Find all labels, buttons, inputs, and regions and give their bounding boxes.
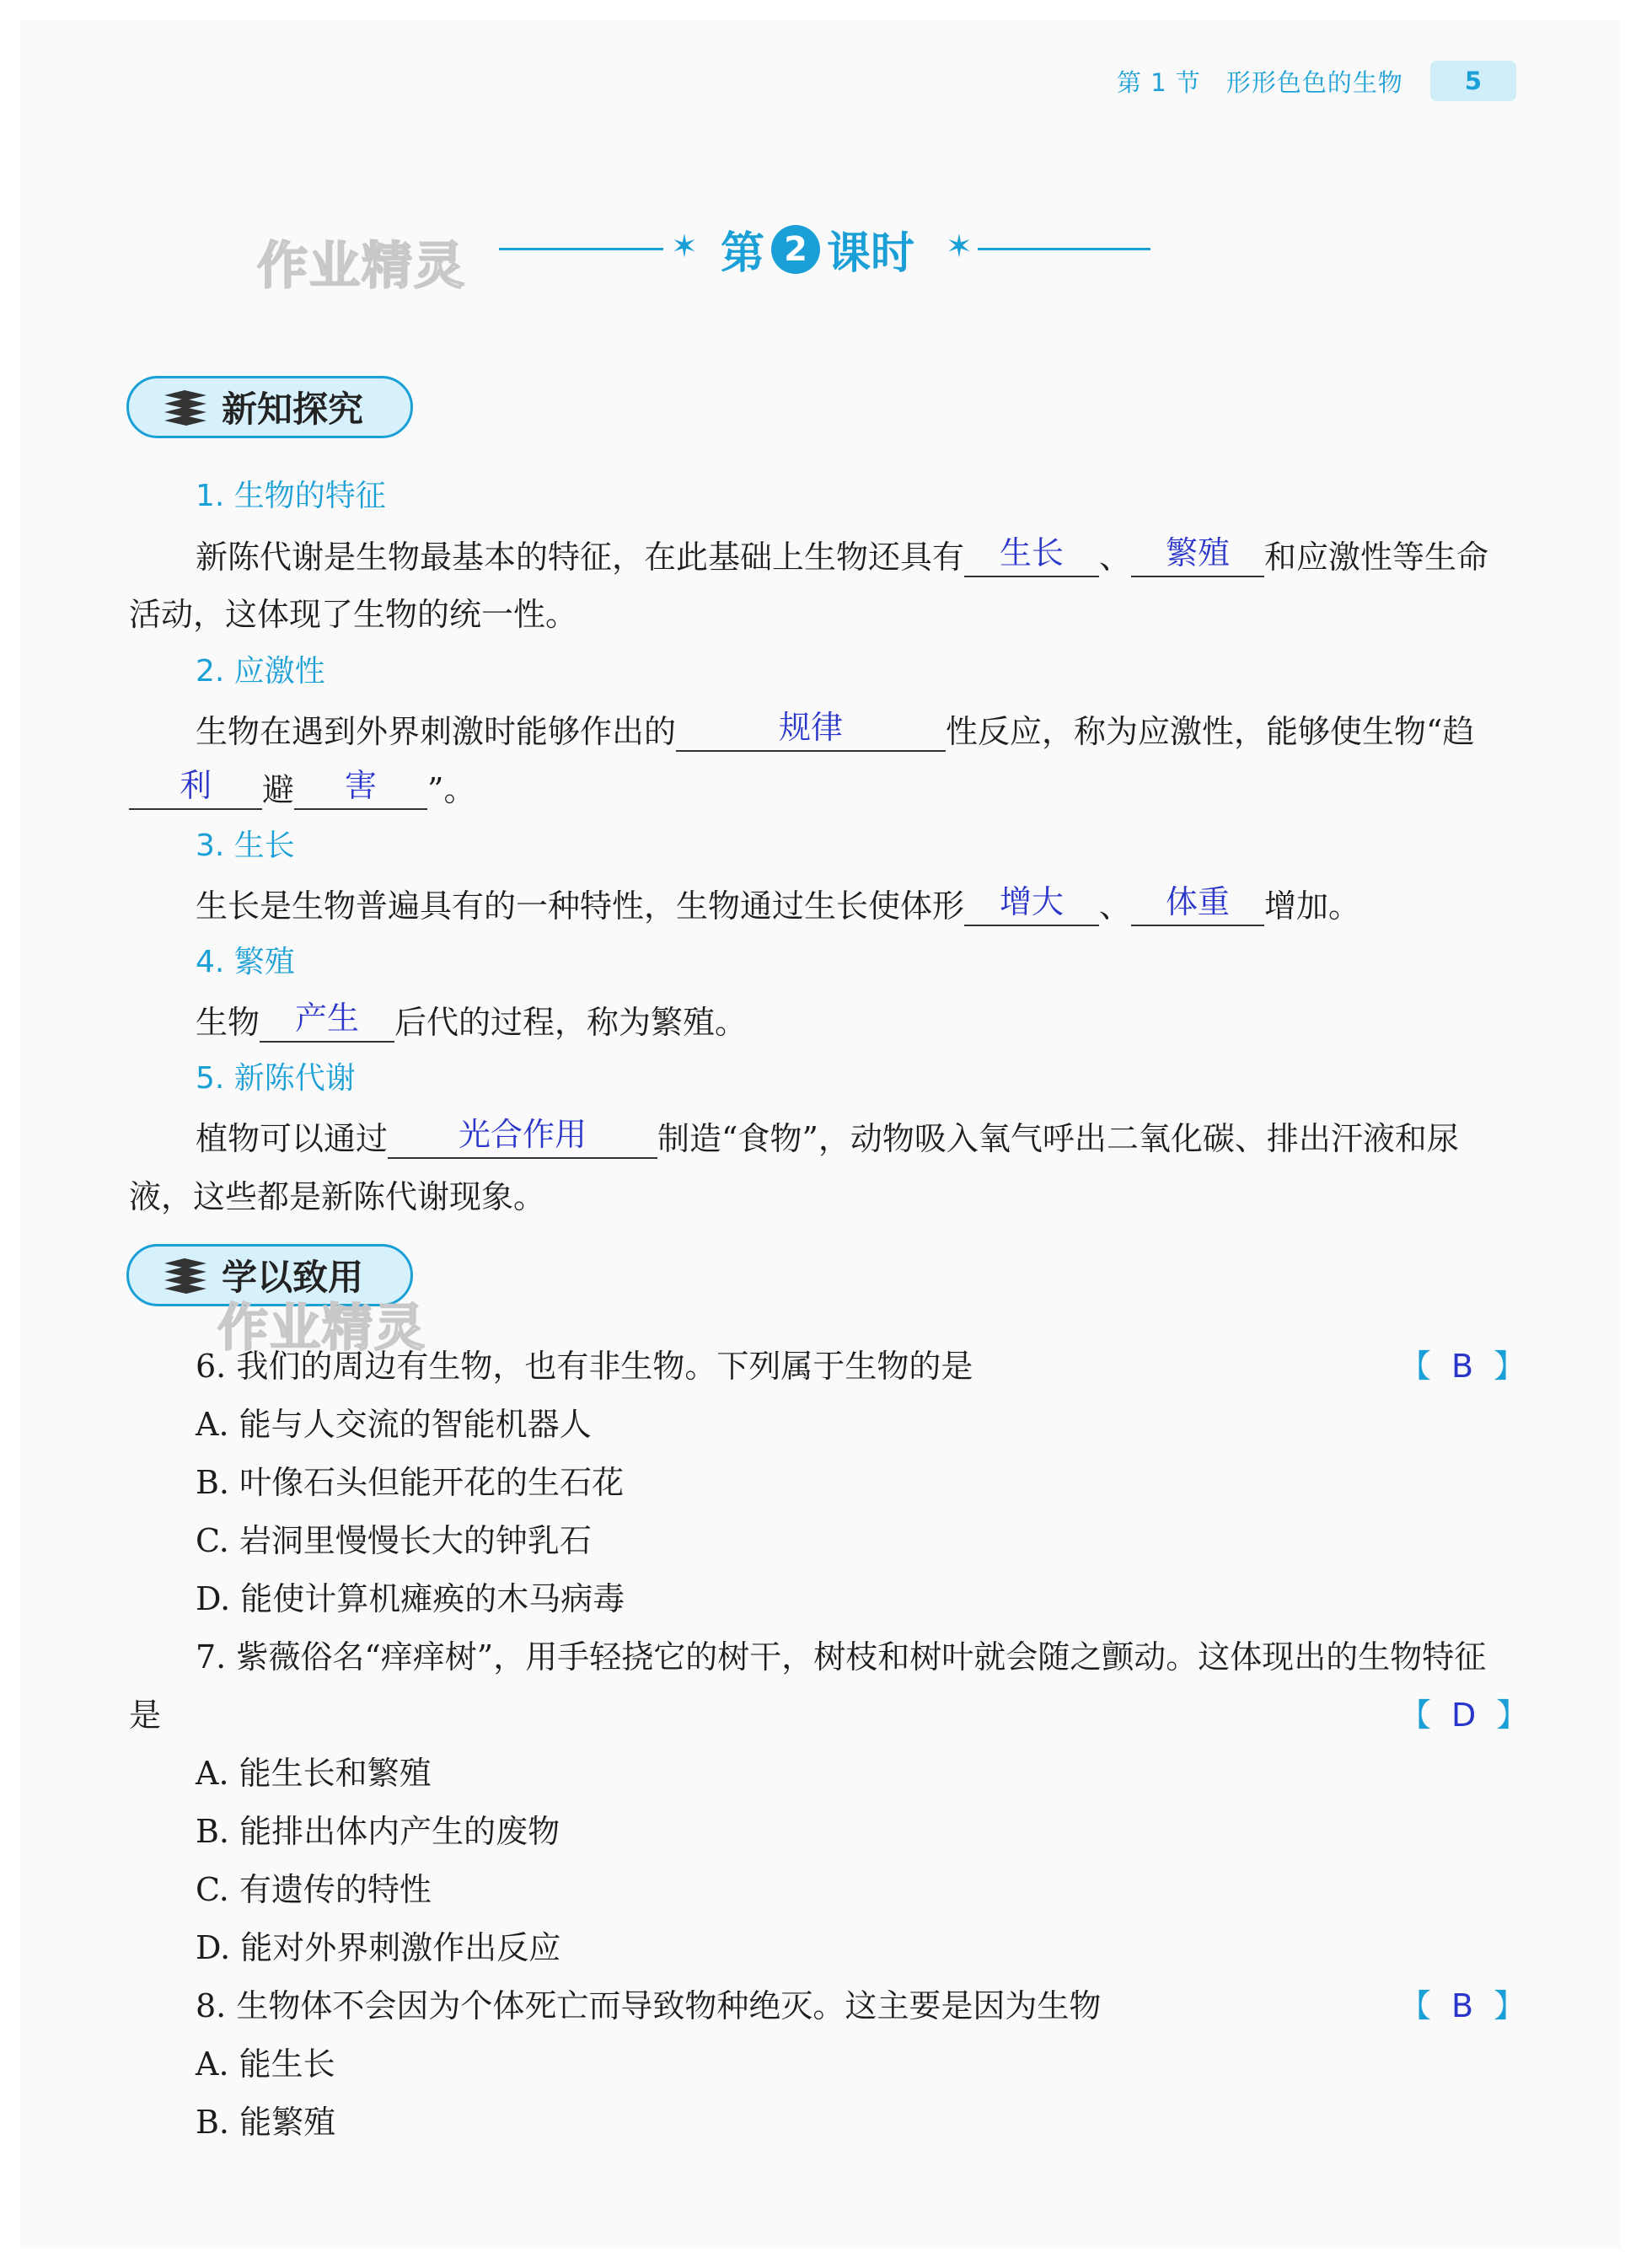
fill-blank <box>964 534 1099 577</box>
item-text: 新陈代谢是生物最基本的特征，在此基础上生物还具有 生长 、 繁殖 和应激性等生命 <box>196 531 1488 577</box>
answer-letter: B <box>1451 1348 1474 1385</box>
fill-blank <box>964 883 1099 926</box>
item-heading: 2. 应激性 <box>196 654 325 689</box>
fill-blank <box>129 767 262 810</box>
option: B. 叶像石头但能开花的生石花 <box>196 1464 625 1501</box>
blank-answer: 利 <box>179 767 212 804</box>
option: D. 能使计算机瘫痪的木马病毒 <box>196 1580 625 1617</box>
answer-letter: D <box>1451 1697 1477 1734</box>
blank-answer: 体重 <box>1166 883 1231 920</box>
option: A. 能生长和繁殖 <box>196 1755 432 1792</box>
blank-answer: 害 <box>345 767 378 804</box>
lesson-title <box>721 217 914 281</box>
option: A. 能与人交流的智能机器人 <box>196 1406 592 1443</box>
question-stem-cont: 是 <box>129 1697 162 1734</box>
option: A. 能生长 <box>196 2045 335 2083</box>
answer-bracket: 【 D 】 <box>1399 1697 1529 1734</box>
section-pill-new-knowledge <box>126 376 413 438</box>
book-stack-icon <box>161 1257 210 1294</box>
lesson-suffix: 课时 <box>827 228 915 279</box>
option: B. 能排出体内产生的废物 <box>196 1813 560 1850</box>
title-rule-right <box>978 248 1150 250</box>
lesson-number-badge: 2 <box>771 225 820 274</box>
item-heading: 5. 新陈代谢 <box>196 1061 356 1096</box>
answer-bracket: 【 B 】 <box>1399 1348 1526 1385</box>
page-number: 5 <box>1430 61 1516 101</box>
fill-blank <box>1131 534 1264 577</box>
item-heading: 3. 生长 <box>196 828 295 863</box>
watermark: 作业精灵 <box>217 1299 426 1358</box>
running-head: 第 1 节 形形色色的生物 <box>1117 68 1403 97</box>
fill-blank <box>294 767 427 810</box>
section-title: 学以致用 <box>222 1257 364 1298</box>
item-heading: 4. 繁殖 <box>196 945 295 979</box>
question-stem: 8. 生物体不会因为个体死亡而导致物种绝灭。这主要是因为生物 <box>196 1987 1102 2024</box>
blank-answer: 规律 <box>779 709 844 746</box>
item-text: 活动，这体现了生物的统一性。 <box>129 596 578 633</box>
section-title: 新知探究 <box>222 389 364 430</box>
option: B. 能繁殖 <box>196 2104 336 2141</box>
item-text: 利 避 害 ”。 <box>129 764 475 810</box>
book-stack-icon <box>161 389 210 426</box>
fill-blank <box>676 709 946 752</box>
star-icon: ✶ <box>946 228 973 265</box>
question-stem: 6. 我们的周边有生物，也有非生物。下列属于生物的是 <box>196 1348 973 1385</box>
fill-blank <box>1131 883 1264 926</box>
item-text: 液，这些都是新陈代谢现象。 <box>129 1178 546 1215</box>
blank-answer: 增大 <box>1000 883 1065 920</box>
blank-answer: 光合作用 <box>459 1116 587 1153</box>
item-text: 植物可以通过 光合作用 制造“食物”，动物吸入氧气呼出二氧化碳、排出汗液和尿 <box>196 1113 1459 1159</box>
answer-letter: B <box>1451 1987 1474 2024</box>
blank-answer: 生长 <box>1000 534 1065 571</box>
option: D. 能对外界刺激作出反应 <box>196 1929 561 1966</box>
answer-bracket: 【 B 】 <box>1399 1987 1526 2024</box>
option: C. 有遗传的特性 <box>196 1871 432 1908</box>
title-rule-left <box>499 248 663 250</box>
blank-answer: 繁殖 <box>1166 534 1231 571</box>
fill-blank <box>388 1116 657 1159</box>
item-text: 生长是生物普遍具有的一种特性，生物通过生长使体形 增大 、 体重 增加。 <box>196 880 1360 926</box>
item-heading: 1. 生物的特征 <box>196 479 386 513</box>
fill-blank <box>260 1000 394 1043</box>
item-text: 生物 产生 后代的过程，称为繁殖。 <box>196 996 747 1043</box>
lesson-prefix: 第 <box>721 228 765 279</box>
question-stem: 7. 紫薇俗名“痒痒树”，用手轻挠它的树干，树枝和树叶就会随之颤动。这体现出的生物特征 <box>196 1638 1487 1676</box>
blank-answer: 产生 <box>295 1000 360 1037</box>
star-icon: ✶ <box>671 228 698 265</box>
watermark: 作业精灵 <box>257 237 466 296</box>
option: C. 岩洞里慢慢长大的钟乳石 <box>196 1522 592 1559</box>
item-text: 生物在遇到外界刺激时能够作出的 规律 性反应，称为应激性，能够使生物“趋 <box>196 705 1474 752</box>
